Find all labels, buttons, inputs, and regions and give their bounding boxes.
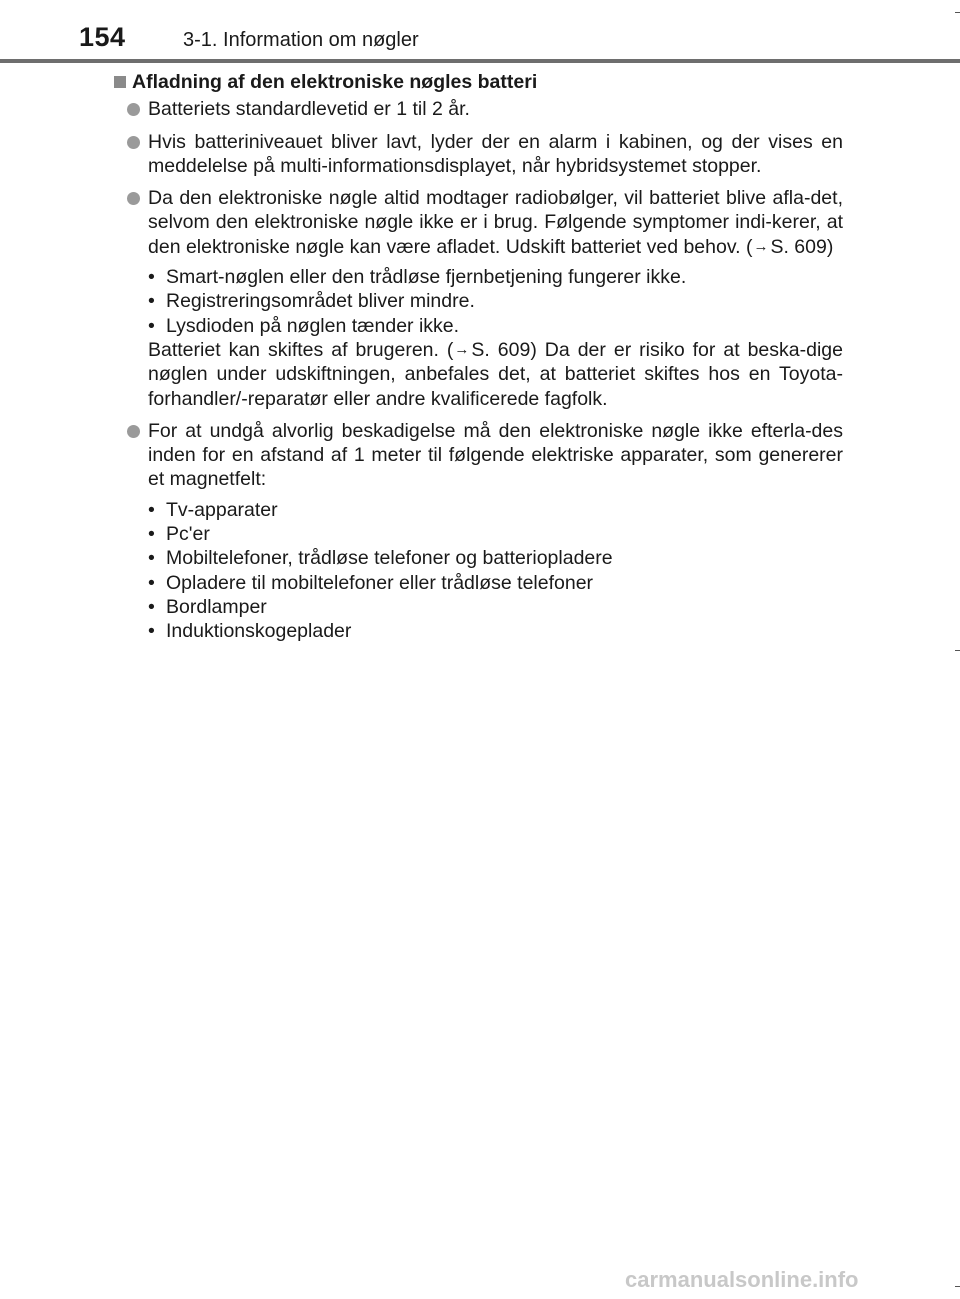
bullet-item xyxy=(111,97,843,121)
circle-bullet-icon xyxy=(127,425,140,438)
list-item-text: Mobiltelefoner, trådløse telefoner og batteriopladere xyxy=(166,547,613,570)
list-item xyxy=(148,314,843,338)
bullet-item xyxy=(111,130,843,179)
list-item-text: Tv-apparater xyxy=(166,498,278,521)
bullet-text: Batteriets standardlevetid er 1 til 2 år. xyxy=(148,98,470,121)
bullet-dot-icon: • xyxy=(148,571,155,594)
symptom-list xyxy=(111,265,843,411)
bullet-dot-icon: • xyxy=(148,547,155,570)
bullet-dot-icon: • xyxy=(148,620,155,643)
list-item-text: Pc'er xyxy=(166,523,210,546)
bullet-dot-icon: • xyxy=(148,290,155,313)
battery-note xyxy=(148,338,843,411)
list-item-text: Registreringsområdet bliver mindre. xyxy=(166,290,475,313)
bullet-text: Hvis batteriniveauet bliver lavt, lyder der en alarm i kabinen, og der vises en meddelelse på multi-informationsdisplayet, når hybridsystemet stopper. xyxy=(148,130,843,177)
list-item xyxy=(148,289,843,313)
section-heading xyxy=(111,70,843,94)
main-content xyxy=(111,70,843,652)
arrow-right-icon: → xyxy=(454,340,470,358)
list-item-text: Smart-nøglen eller den trådløse fjernbetjening fungerer ikke. xyxy=(166,266,687,289)
note-text: Batteriet kan skiftes af brugeren. ( xyxy=(148,338,454,361)
list-item xyxy=(148,619,843,643)
list-item-text: Opladere til mobiltelefoner eller trådløse telefoner xyxy=(166,571,594,594)
circle-bullet-icon xyxy=(127,136,140,149)
note-reference-text: S. 609) Da der er risiko for at beska-dige nøglen under udskiftningen, anbefales det, at batteriet skiftes hos en Toyota-forhandler/-reparatør eller andre kvalificerede fagfolk. xyxy=(148,338,843,410)
bullet-item xyxy=(111,419,843,492)
bullet-dot-icon: • xyxy=(148,498,155,521)
list-item xyxy=(148,498,843,522)
page-number: 154 xyxy=(79,22,126,52)
bullet-item xyxy=(111,186,843,259)
arrow-right-icon: → xyxy=(753,237,769,255)
section-heading-text: Afladning af den elektroniske nøgles batteri xyxy=(132,71,538,93)
bullet-dot-icon: • xyxy=(148,523,155,546)
list-item xyxy=(148,595,843,619)
bullet-dot-icon: • xyxy=(148,266,155,289)
list-item xyxy=(148,522,843,546)
circle-bullet-icon xyxy=(127,192,140,205)
bullet-text: Da den elektroniske nøgle altid modtager radiobølger, vil batteriet blive afla-det, selvom den elektroniske nøgle ikke er i brug. Følgende symptomer indi-kerer, at den elektroniske nøgle kan være afladet. Udskift batteriet ved behov. ( xyxy=(148,187,843,258)
list-item-text: Bordlamper xyxy=(166,595,267,618)
list-item xyxy=(148,546,843,570)
list-item xyxy=(148,571,843,595)
crop-mark-top xyxy=(955,12,960,13)
list-item-text: Lysdioden på nøglen tænder ikke. xyxy=(166,314,460,337)
bullet-dot-icon: • xyxy=(148,595,155,618)
bullet-text: For at undgå alvorlig beskadigelse må den elektroniske nøgle ikke efterla-des inden for en afstand af 1 meter til følgende elektriske apparater, som genererer et magnetfelt: xyxy=(148,419,843,491)
square-icon xyxy=(114,76,126,88)
list-item xyxy=(148,265,843,289)
crop-mark-middle xyxy=(955,650,960,651)
bullet-dot-icon: • xyxy=(148,314,155,337)
page-reference: S. 609) xyxy=(770,235,834,258)
appliance-list xyxy=(111,498,843,644)
watermark: carmanualsonline.info xyxy=(625,1267,859,1292)
chapter-title: 3-1. Information om nøgler xyxy=(183,29,419,51)
list-item-text: Induktionskogeplader xyxy=(166,620,352,643)
circle-bullet-icon xyxy=(127,103,140,116)
header-rule xyxy=(0,59,960,63)
crop-mark-bottom xyxy=(955,1286,960,1287)
